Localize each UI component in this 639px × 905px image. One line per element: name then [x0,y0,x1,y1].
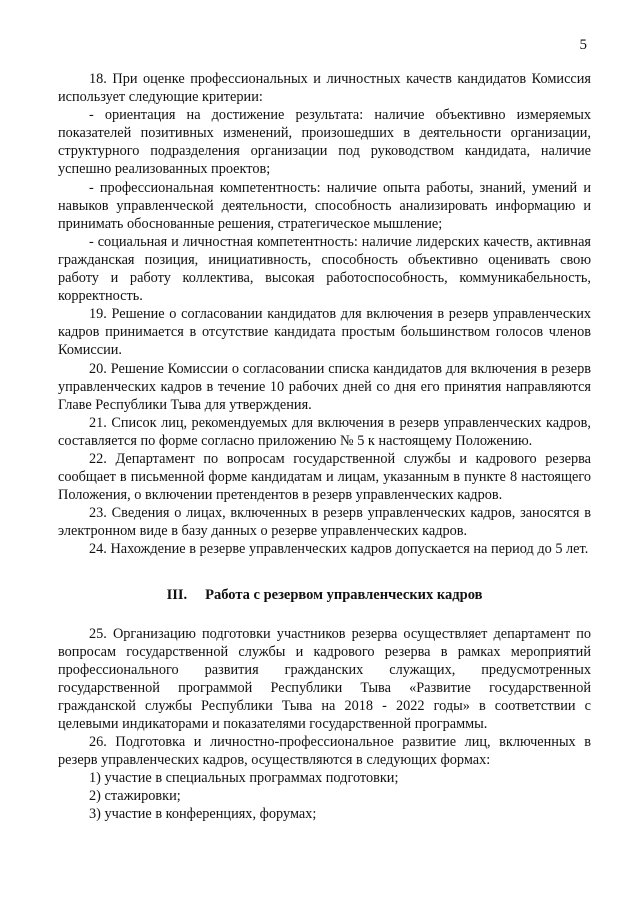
criterion-social-competence: - социальная и личностная компетентность: наличие лидерских качеств, активная гражданская позиция, инициативность, способность объективно оценивать свою работу и работу коллектива, высокая работоспособность, коммуникабельность, корректность. [58,233,591,305]
paragraph-20: 20. Решение Комиссии о согласовании списка кандидатов для включения в резерв управленческих кадров в течение 10 рабочих дней со дня его принятия направляются Главе Республики Тыва для утверждения. [58,360,591,413]
list-item: 2) стажировки; [89,788,181,805]
paragraph-19: 19. Решение о согласовании кандидатов для включения в резерв управленческих кадров принимается в отсутствие кандидата простым большинством голосов членов Комиссии. [58,306,591,359]
criterion-professional-competence: - профессиональная компетентность: наличие опыта работы, знаний, умений и навыков управленческой деятельности, способность анализировать информацию и принимать обоснованные решения, стратегическое мышление; [58,179,591,232]
paragraph-21: 21. Список лиц, рекомендуемых для включения в резерв управленческих кадров, составляется по форме согласно приложению № 5 к настоящему Положению. [58,414,591,449]
paragraph-18: 18. При оценке профессиональных и личностных качеств кандидатов Комиссия использует следующие критерии: [58,71,591,106]
paragraph-25: 25. Организацию подготовки участников резерва осуществляет департамент по вопросам государственной службы и кадрового резерва в рамках мероприятий профессионального развития гражданских служащих, предусмотренных государственной программой Республики Тыва «Развитие государственной гражданской службы Республики Тыва на 2018 - 2022 годы» в соответствии с целевыми индикаторами и показателями государственной программы. [58,625,591,732]
paragraph-22: 22. Департамент по вопросам государственной службы и кадрового резерва сообщает в письменной форме кандидатам и лицам, указанным в пункте 8 настоящего Положения, о включении претендентов в резерв управленческих кадров. [58,450,591,504]
list-item: 3) участие в конференциях, форумах; [89,806,317,823]
section-number: III. [166,586,188,603]
criterion-result-orientation: - ориентация на достижение результата: наличие объективно измеряемых показателей позитивных изменений, произошедших в деятельности организации, структурного подразделения организации под руководством кандидата, наличие успешно реализованных проектов; [58,107,591,178]
list-item: 1) участие в специальных программах подготовки; [89,770,399,787]
paragraph-24: 24. Нахождение в резерве управленческих кадров допускается на период до 5 лет. [89,541,589,558]
section-title: Работа с резервом управленческих кадров [205,586,483,603]
document-body [58,70,591,824]
section-heading [58,586,591,604]
paragraph-26: 26. Подготовка и личностно-профессиональное развитие лиц, включенных в резерв управленческих кадров, осуществляются в следующих формах: [58,734,591,769]
paragraph-23: 23. Сведения о лицах, включенных в резерв управленческих кадров, заносятся в электронном виде в базу данных о резерве управленческих кадров. [58,505,591,540]
page-number: 5 [579,37,587,53]
